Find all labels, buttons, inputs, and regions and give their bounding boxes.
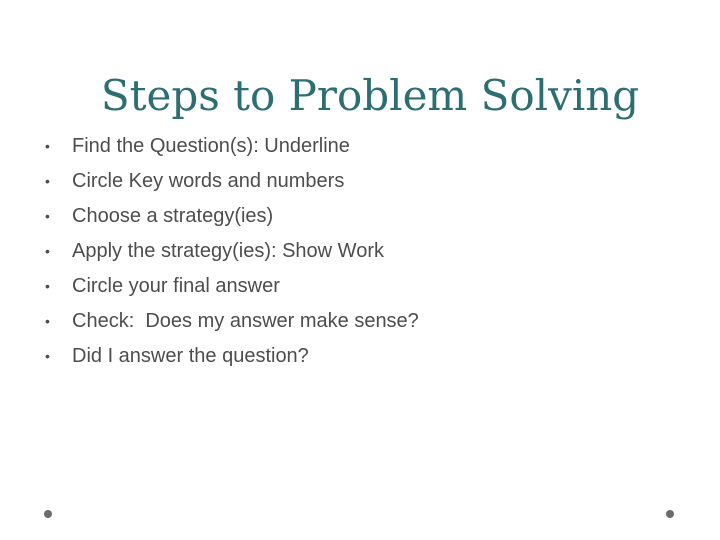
slide-title: Steps to Problem Solving bbox=[100, 71, 640, 120]
bullet-text: Did I answer the question? bbox=[72, 345, 309, 367]
bullet-text: Find the Question(s): Underline bbox=[72, 135, 350, 157]
list-item bbox=[0, 164, 419, 199]
list-item bbox=[0, 129, 419, 164]
bullet-icon: • bbox=[45, 348, 50, 364]
bullet-icon: • bbox=[45, 208, 50, 224]
bullet-text: Choose a strategy(ies) bbox=[72, 205, 274, 227]
list-item bbox=[0, 304, 419, 339]
bullet-icon: • bbox=[45, 173, 50, 189]
bullet-icon: • bbox=[45, 278, 50, 294]
bullet-icon: • bbox=[45, 243, 50, 259]
list-item bbox=[0, 339, 419, 374]
bullet-icon: • bbox=[45, 138, 50, 154]
bullet-list bbox=[0, 129, 419, 374]
bullet-text: Check: Does my answer make sense? bbox=[72, 310, 419, 332]
bullet-text: Apply the strategy(ies): Show Work bbox=[72, 240, 384, 262]
bullet-icon: • bbox=[45, 313, 50, 329]
decorative-dot-icon bbox=[666, 510, 674, 518]
list-item bbox=[0, 234, 419, 269]
decorative-dot-icon bbox=[44, 510, 52, 518]
list-item bbox=[0, 269, 419, 304]
bullet-text: Circle your final answer bbox=[72, 275, 280, 297]
list-item bbox=[0, 199, 419, 234]
bullet-text: Circle Key words and numbers bbox=[72, 170, 345, 192]
